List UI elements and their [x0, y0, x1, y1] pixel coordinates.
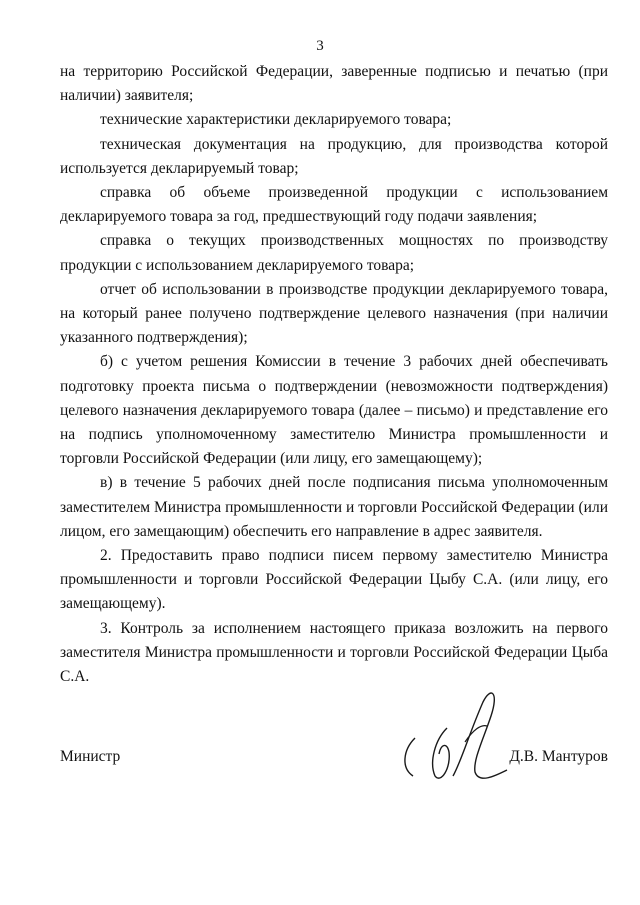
paragraph-continuation: на территорию Российской Федерации, заверенные подписью и печатью (при наличии) заявителя; [60, 63, 608, 105]
paragraph-item-b: б) с учетом решения Комиссии в течение 3 рабочих дней обеспечивать подготовку проекта письма о подтверждении (невозможности подтверждения) целевого назначения декларируемого товара (далее – письмо) и представление его на подпись уполномоченному заместителю Министра промышленности и торговли Российской Федерации (или лицу, его замещающему); [60, 353, 608, 468]
paragraph-tech-characteristics: технические характеристики декларируемого товара; [100, 111, 452, 129]
paragraph-tech-documentation: техническая документация на продукцию, для производства которой используется декларируемый товар; [60, 135, 608, 177]
paragraph-point-3: 3. Контроль за исполнением настоящего приказа возложить на первого заместителя Министра промышленности и торговли Российской Федерации Цыба С.А. [60, 619, 608, 686]
paragraph-production-volume: справка об объеме произведенной продукции с использованием декларируемого товара за год, предшествующий году подачи заявления; [60, 184, 608, 226]
signature-block [60, 748, 608, 778]
paragraph-production-capacity: справка о текущих производственных мощностях по производству продукции с использованием декларируемого товара; [60, 232, 608, 274]
signer-name: Д.В. Мантуров [509, 748, 608, 765]
page-number: 3 [316, 38, 324, 54]
paragraph-point-2: 2. Предоставить право подписи писем первому заместителю Министра промышленности и торговли Российской Федерации Цыбу С.А. (или лицу, его замещающему). [60, 547, 608, 613]
document-body [60, 60, 608, 689]
signer-title: Министр [60, 748, 121, 765]
paragraph-usage-report: отчет об использовании в производстве продукции декларируемого товара, на который ранее получено подтверждение целевого назначения (при наличии указанного подтверждения); [60, 280, 608, 347]
paragraph-item-v: в) в течение 5 рабочих дней после подписания письма уполномоченным заместителем Министра промышленности и торговли Российской Федерации (или лицом, его замещающим) обеспечить его направление в адрес заявителя. [60, 474, 608, 540]
